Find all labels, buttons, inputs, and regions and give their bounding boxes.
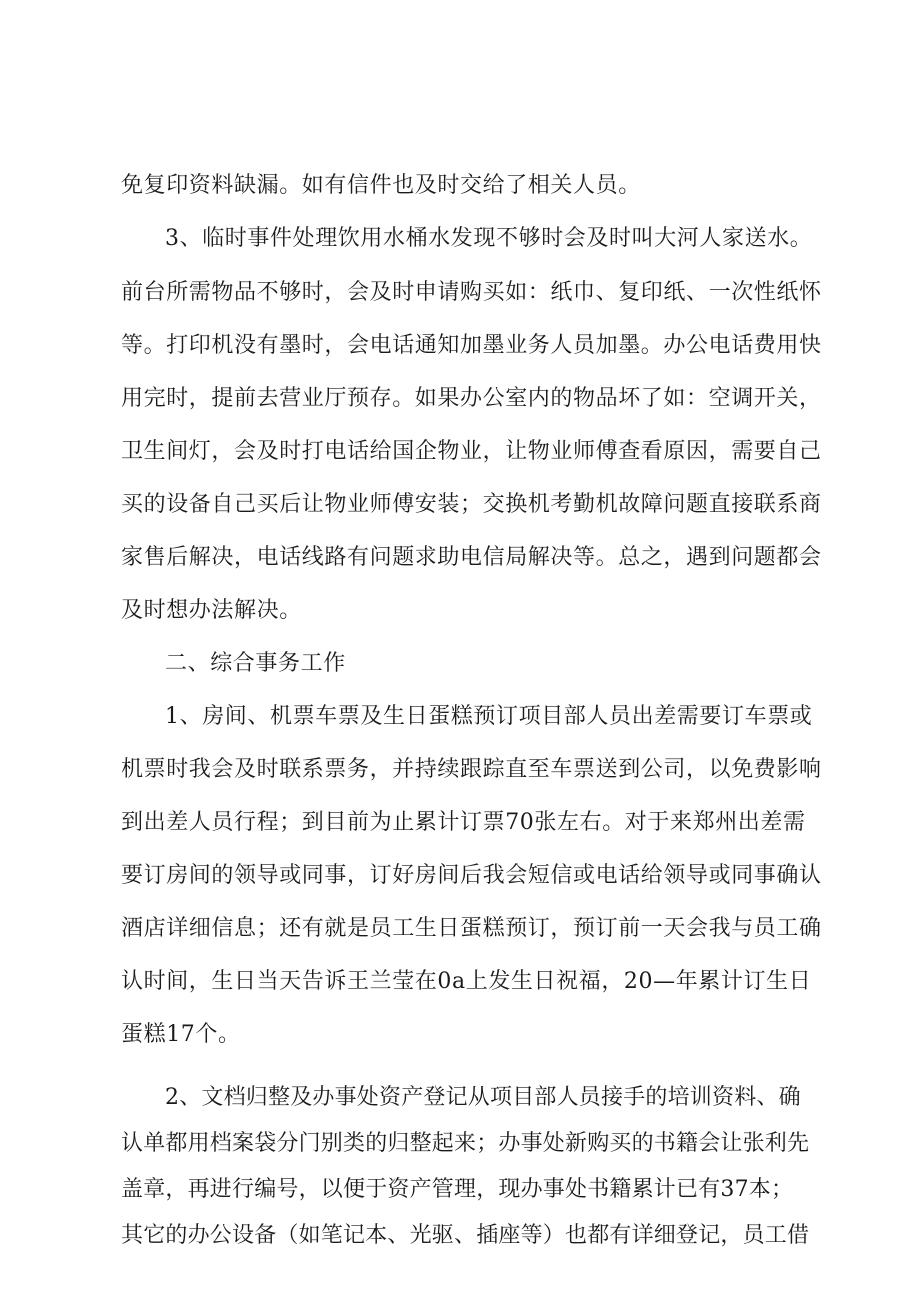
- paragraph-line: 家售后解决，电话线路有问题求助电信局解决等。总之，遇到问题都会: [121, 545, 822, 570]
- paragraph-line: 其它的办公设备（如笔记本、光驱、插座等）也都有详细登记，员工借: [121, 1223, 810, 1248]
- paragraph-1-heading-line: 1、房间、机票车票及生日蛋糕预订项目部人员出差需要订车票或: [165, 704, 813, 729]
- paragraph-line: 机票时我会及时联系票务，并持续跟踪直至车票送到公司，以免费影响: [121, 757, 822, 782]
- paragraph-line: 用完时，提前去营业厅预存。如果办公室内的物品坏了如：空调开关，: [121, 386, 822, 411]
- section-heading: 二、综合事务工作: [165, 651, 346, 676]
- paragraph-line: 蛋糕17个。: [121, 1022, 241, 1047]
- paragraph-line: 到出差人员行程；到目前为止累计订票70张左右。对于来郑州出差需: [121, 810, 806, 835]
- paragraph-line: 及时想办法解决。: [121, 598, 302, 623]
- paragraph-line: 认单都用档案袋分门别类的归整起来；办事处新购买的书籍会让张利先: [121, 1131, 810, 1156]
- paragraph-line: 买的设备自己买后让物业师傅安装；交换机考勤机故障问题直接联系商: [121, 492, 822, 517]
- paragraph-3-heading-line: 3、临时事件处理饮用水桶水发现不够时会及时叫大河人家送水。: [165, 226, 813, 251]
- paragraph-line: 酒店详细信息；还有就是员工生日蛋糕预订，预订前一天会我与员工确: [121, 916, 822, 941]
- paragraph-line-1: 免复印资料缺漏。如有信件也及时交给了相关人员。: [121, 173, 641, 198]
- paragraph-2-heading-line: 2、文档归整及办事处资产登记从项目部人员接手的培训资料、确: [165, 1085, 801, 1110]
- paragraph-line: 前台所需物品不够时，会及时申请购买如：纸巾、复印纸、一次性纸怀: [121, 280, 822, 305]
- paragraph-line: 卫生间灯，会及时打电话给国企物业，让物业师傅查看原因，需要自己: [121, 439, 822, 464]
- paragraph-line: 盖章，再进行编号，以便于资产管理，现办事处书籍累计已有37本；: [121, 1177, 794, 1202]
- paragraph-line: 认时间，生日当天告诉王兰莹在0a上发生日祝福，20—年累计订生日: [121, 969, 812, 994]
- paragraph-line: 等。打印机没有墨时，会电话通知加墨业务人员加墨。办公电话费用快: [121, 333, 822, 358]
- paragraph-line: 要订房间的领导或同事，订好房间后我会短信或电话给领导或同事确认: [121, 863, 822, 888]
